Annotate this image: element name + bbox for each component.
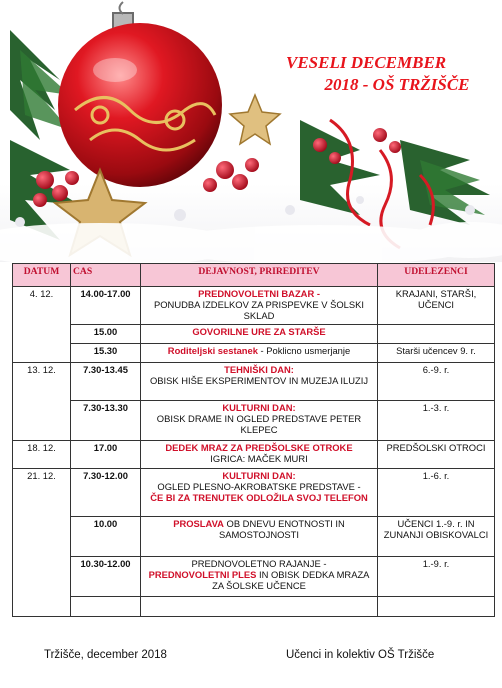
row-time: 10.00 [71, 517, 141, 557]
activity-text: OB DNEVU ENOTNOSTI IN SAMOSTOJNOSTI [218, 518, 345, 540]
row-time: 15.30 [71, 344, 141, 363]
activity-text: IGRICA: MAČEK MURI [210, 453, 308, 464]
table-row [13, 363, 495, 401]
row-time: 10.30-12.00 [71, 557, 141, 597]
row-participants: PREDŠOLSKI OTROCI [378, 441, 495, 469]
activity-text: OBISK DRAME IN OGLED PREDSTAVE PETER KLEPEC [156, 413, 362, 435]
row-activity [141, 325, 378, 344]
title-line-2: 2018 - OŠ TRŽIŠČE [324, 75, 470, 94]
row-activity [141, 363, 378, 401]
empty-cell [378, 597, 495, 617]
row-time: 7.30-13.30 [71, 401, 141, 441]
row-participants: 1.-9. r. [378, 557, 495, 597]
column-header-activity: DEJAVNOST, PRIREDITEV [141, 264, 378, 287]
row-time: 7.30-12.00 [71, 469, 141, 517]
footer-signature: Učenci in kolektiv OŠ Tržišče [286, 649, 435, 661]
page-title [282, 52, 494, 96]
column-header-participants: UDELEZENCI [378, 264, 495, 287]
footer-place-date: Tržišče, december 2018 [44, 649, 167, 661]
table-row [13, 344, 495, 363]
activity-title: TEHNIŠKI DAN: [224, 364, 294, 375]
row-activity [141, 401, 378, 441]
row-activity [141, 469, 378, 517]
row-time: 7.30-13.45 [71, 363, 141, 401]
table-row-empty [13, 597, 495, 617]
activity-title: Roditeljski sestanek [167, 345, 258, 356]
row-activity [141, 441, 378, 469]
activity-text: PREDNOVOLETNO RAJANJE - [191, 558, 327, 569]
row-activity [141, 287, 378, 325]
row-participants: 1.-6. r. [378, 469, 495, 517]
row-participants: Starši učencev 9. r. [378, 344, 495, 363]
column-header-time: CAS [71, 264, 141, 287]
activity-text-2: IN OBISK DEDKA MRAZA ZA ŠOLSKE UČENCE [212, 569, 370, 591]
activity-title: PREDNOVOLETNI PLES [148, 569, 257, 580]
row-date: 21. 12. [13, 469, 71, 617]
row-participants: 1.-3. r. [378, 401, 495, 441]
row-activity [141, 557, 378, 597]
table-row [13, 517, 495, 557]
activity-text: - Poklicno usmerjanje [257, 345, 351, 356]
row-activity [141, 344, 378, 363]
row-activity [141, 517, 378, 557]
christmas-banner-image [0, 0, 502, 262]
empty-cell [71, 597, 141, 617]
activity-title: PROSLAVA [173, 518, 224, 529]
activity-title: KULTURNI DAN: [222, 470, 296, 481]
title-line-1: VESELI DECEMBER [286, 53, 447, 72]
column-header-date: DATUM [13, 264, 71, 287]
row-time: 15.00 [71, 325, 141, 344]
table-row [13, 557, 495, 597]
activity-title: DEDEK MRAZ ZA PREDŠOLSKE OTROKE [165, 442, 353, 453]
activity-title: PREDNOVOLETNI BAZAR - [198, 288, 320, 299]
empty-cell [141, 597, 378, 617]
activity-subtitle: ČE BI ZA TRENUTEK ODLOŽILA SVOJ TELEFON [150, 492, 368, 503]
row-time: 17.00 [71, 441, 141, 469]
table-row [13, 325, 495, 344]
activity-title: GOVORILNE URE ZA STARŠE [192, 326, 326, 337]
activity-text: OBISK HIŠE EKSPERIMENTOV IN MUZEJA ILUZIJ [149, 375, 369, 386]
row-time: 14.00-17.00 [71, 287, 141, 325]
activity-title: KULTURNI DAN: [222, 402, 296, 413]
row-participants: KRAJANI, STARŠI, UČENCI [378, 287, 495, 325]
table-row [13, 287, 495, 325]
table-row [13, 469, 495, 517]
table-row [13, 401, 495, 441]
activity-text: OGLED PLESNO-AKROBATSKE PREDSTAVE - [157, 481, 361, 492]
row-date: 13. 12. [13, 363, 71, 441]
row-participants [378, 325, 495, 344]
schedule-table [12, 263, 495, 617]
activity-text: PONUDBA IZDELKOV ZA PRISPEVKE V ŠOLSKI SKLAD [154, 299, 364, 321]
row-participants: 6.-9. r. [378, 363, 495, 401]
table-row [13, 441, 495, 469]
row-date: 18. 12. [13, 441, 71, 469]
row-participants: UČENCI 1.-9. r. IN ZUNANJI OBISKOVALCI [378, 517, 495, 557]
table-header-row [13, 264, 495, 287]
row-date: 4. 12. [13, 287, 71, 363]
